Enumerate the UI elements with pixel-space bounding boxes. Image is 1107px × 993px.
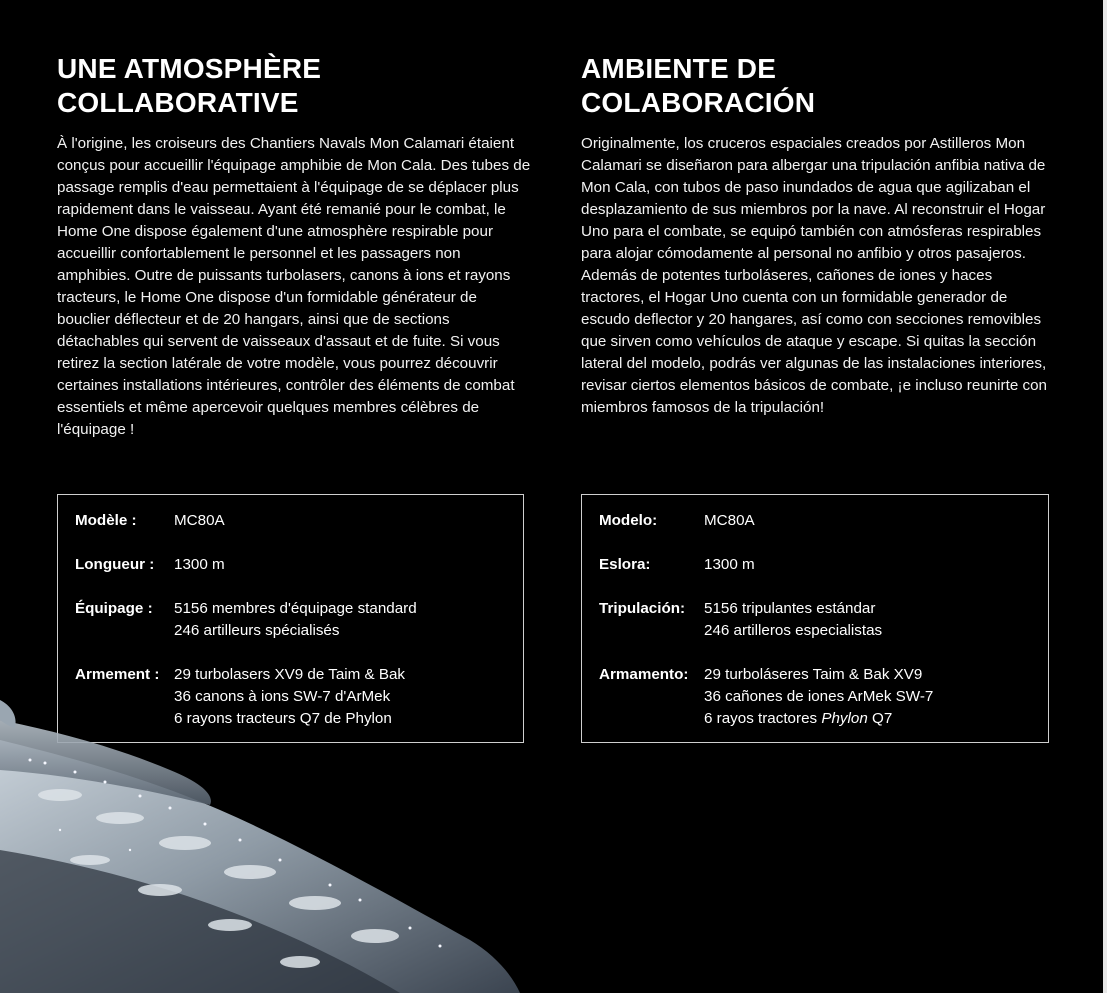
spec-value	[704, 708, 933, 730]
french-body-text: À l'origine, les croiseurs des Chantiers Navals Mon Calamari étaient conçus pour accueillir l'équipage amphibie de Mon Cala. Des tubes de passage remplis d'eau permettaient à l'équipage de se déplacer plus rapidement dans le vaisseau. Ayant été remanié pour le combat, le Home One dispose également d'une atmosphère respirable pour accueillir confortablement le personnel et les passagers non amphibies. Outre de puissants turbolasers, canons à ions et rayons tracteurs, le Home One dispose d'un formidable générateur de bouclier déflecteur et de 20 hangars, ainsi que de sections détachables qui servent de vaisseaux d'assaut et de fuite. Si vous retirez la section latérale de votre modèle, vous pourrez découvrir certaines installations intérieures, contrôler des éléments de combat essentiels et même apercevoir quelques membres célèbres de l'équipage !	[57, 135, 531, 438]
french-title-line2: COLLABORATIVE	[57, 87, 299, 118]
spanish-title	[581, 52, 1051, 120]
spec-value: 1300 m	[704, 556, 755, 573]
spec-label: Équipage :	[75, 600, 153, 617]
spec-label: Tripulación:	[599, 600, 686, 617]
spec-label: Modelo:	[599, 512, 658, 529]
spec-values	[174, 598, 417, 642]
spec-label: Armamento:	[599, 666, 689, 683]
spec-value: MC80A	[174, 512, 225, 529]
spanish-column	[581, 52, 1051, 419]
spec-label: Armement :	[75, 666, 160, 683]
spec-values	[704, 664, 933, 730]
spec-values	[704, 510, 755, 532]
spanish-title-line1: AMBIENTE DE	[581, 53, 777, 84]
spec-value: 29 turbolasers XV9 de Taim & Bak	[174, 666, 406, 683]
spec-value: 36 canons à ions SW-7 d'ArMek	[174, 688, 391, 705]
spec-label: Eslora:	[599, 556, 651, 573]
spec-value-part: Q7	[867, 710, 893, 727]
spec-row-length	[599, 554, 1032, 576]
spec-values	[174, 554, 225, 576]
page-edge-strip	[1103, 0, 1107, 993]
starship-illustration	[0, 700, 520, 993]
spec-value-italic: Phylon	[821, 710, 868, 727]
french-title	[57, 52, 532, 120]
spec-label: Modèle :	[75, 512, 137, 529]
spec-value: 1300 m	[174, 556, 225, 573]
spec-row-crew	[599, 598, 1032, 642]
spec-label: Longueur :	[75, 556, 155, 573]
spec-value: 246 artilleurs spécialisés	[174, 622, 340, 639]
spec-row-armament	[599, 664, 1032, 730]
spec-value: MC80A	[704, 512, 755, 529]
spec-value: 246 artilleros especialistas	[704, 622, 883, 639]
spanish-title-line2: COLABORACIÓN	[581, 87, 816, 118]
french-title-line1: UNE ATMOSPHÈRE	[57, 53, 322, 84]
spec-value: 5156 tripulantes estándar	[704, 600, 876, 617]
spanish-body-text: Originalmente, los cruceros espaciales creados por Astilleros Mon Calamari se diseñaron para albergar una tripulación anfibia nativa de Mon Cala, con tubos de paso inundados de agua que agilizaban el desplazamiento de sus miembros por la nave. Al reconstruir el Hogar Uno para el combate, se equipó también con atmósferas respirables para alojar cómodamente al personal no anfibio y otros pasajeros. Además de potentes turboláseres, cañones de iones y haces tractores, el Hogar Uno cuenta con un formidable generador de escudo deflector y 20 hangares, así como con secciones removibles que sirven como vehículos de ataque y escape. Si quitas la sección lateral del modelo, podrás ver algunas de las instalaciones interiores, revisar ciertos elementos básicos de combate, ¡e incluso reunirte con miembros famosos de la tripulación!	[581, 135, 1047, 416]
spec-value-part: 6 rayos tractores	[704, 710, 822, 727]
spec-row-model	[75, 510, 507, 532]
spec-row-model	[599, 510, 1032, 532]
spec-value: 29 turboláseres Taim & Bak XV9	[704, 666, 923, 683]
spec-row-crew	[75, 598, 507, 642]
spec-values	[704, 598, 882, 642]
french-column	[57, 52, 532, 441]
spec-row-length	[75, 554, 507, 576]
spec-value: 5156 membres d'équipage standard	[174, 600, 417, 617]
spec-value: 6 rayons tracteurs Q7 de Phylon	[174, 710, 392, 727]
spec-values	[174, 510, 225, 532]
spec-values	[704, 554, 755, 576]
spec-value: 36 cañones de iones ArMek SW-7	[704, 688, 934, 705]
spanish-spec-box	[581, 494, 1049, 743]
